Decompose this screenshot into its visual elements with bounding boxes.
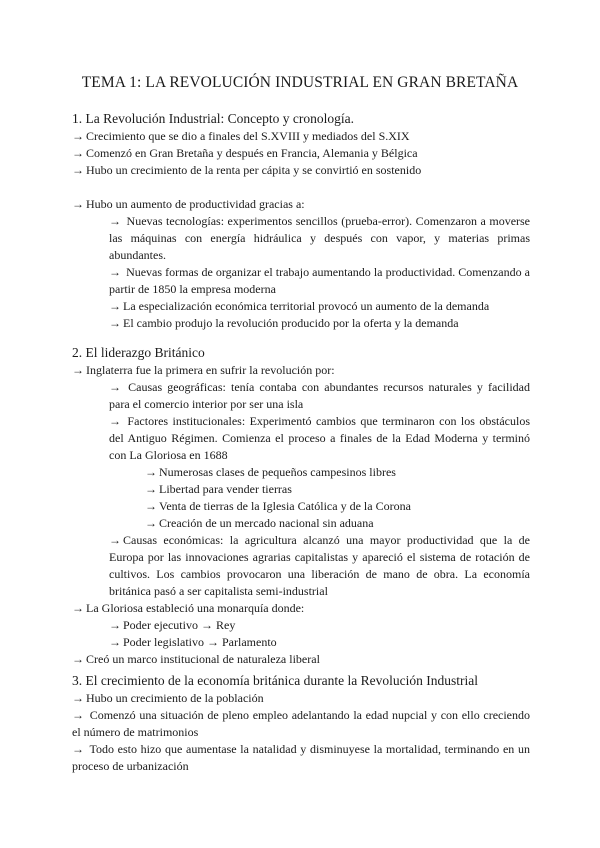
arrow-icon: → bbox=[109, 316, 121, 330]
arrow-icon: → bbox=[145, 516, 157, 530]
arrow-icon: → bbox=[109, 618, 121, 632]
list-item: → Todo esto hizo que aumentase la natalidad y disminuyese la mortalidad, terminando en un proceso de urbanización bbox=[72, 742, 530, 773]
arrow-icon: → bbox=[109, 533, 121, 547]
arrow-icon: → bbox=[72, 742, 84, 756]
list-item: → Hubo un crecimiento de la población bbox=[72, 691, 264, 705]
arrow-icon: → bbox=[109, 265, 121, 279]
document-title: TEMA 1: LA REVOLUCIÓN INDUSTRIAL EN GRAN BRETAÑA bbox=[81, 74, 519, 91]
arrow-icon: → bbox=[72, 708, 84, 722]
arrow-icon: → bbox=[72, 146, 84, 160]
sub-item: → Nuevas tecnologías: experimentos sencillos (prueba-error). Comenzaron a moverse las máquinas con energía hidráulica y después con vapor, y materias primas abundantes. bbox=[109, 214, 531, 262]
arrow-icon: → bbox=[145, 499, 157, 513]
list-item: → Hubo un crecimiento de la renta per cápita y se convirtió en sostenido bbox=[72, 163, 422, 177]
sub-item: → Nuevas formas de organizar el trabajo aumentando la productividad. Comenzando a partir de 1850 la empresa moderna bbox=[109, 265, 530, 296]
arrow-icon: → bbox=[72, 363, 84, 377]
sub-item: → Factores institucionales: Experimentó cambios que terminaron con los obstáculos del Antiguo Régimen. Comienza el proceso a finales de la Edad Moderna y terminó con La Gloriosa en 1688 bbox=[109, 414, 530, 462]
list-item: → Hubo un aumento de productividad gracias a: bbox=[72, 197, 305, 211]
list-item: → Comenzó en Gran Bretaña y después en Francia, Alemania y Bélgica bbox=[72, 146, 418, 160]
list-item: → Creó un marco institucional de naturaleza liberal bbox=[72, 652, 320, 666]
arrow-icon: → bbox=[109, 214, 121, 228]
sub-sub-item: → Creación de un mercado nacional sin aduana bbox=[145, 516, 374, 530]
arrow-icon: → bbox=[72, 129, 84, 143]
arrow-icon: → bbox=[207, 635, 219, 649]
sub-item: → Causas geográficas: tenía contaba con abundantes recursos naturales y facilidad para el comercio interior por ser una isla bbox=[109, 380, 530, 411]
arrow-icon: → bbox=[109, 380, 121, 394]
section-2-heading: 2. El liderazgo Británico bbox=[72, 345, 205, 360]
sub-sub-item: → Numerosas clases de pequeños campesinos libres bbox=[145, 465, 396, 479]
section-1-heading: 1. La Revolución Industrial: Concepto y cronología. bbox=[72, 111, 354, 126]
arrow-icon: → bbox=[145, 465, 157, 479]
sub-item: → Poder ejecutivo → Rey bbox=[109, 618, 236, 632]
list-item: → Crecimiento que se dio a finales del S.XVIII y mediados del S.XIX bbox=[72, 129, 410, 143]
sub-sub-item: → Venta de tierras de la Iglesia Católica y de la Corona bbox=[145, 499, 411, 513]
section-1 bbox=[72, 110, 530, 332]
sub-item: → Poder legislativo → Parlamento bbox=[109, 635, 277, 649]
arrow-icon: → bbox=[72, 197, 84, 211]
arrow-icon: → bbox=[109, 414, 121, 428]
arrow-icon: → bbox=[200, 618, 213, 632]
section-3-heading: 3. El crecimiento de la economía británica durante la Revolución Industrial bbox=[72, 673, 478, 688]
arrow-icon: → bbox=[145, 482, 157, 496]
arrow-icon: → bbox=[109, 299, 121, 313]
arrow-icon: → bbox=[72, 652, 84, 666]
arrow-icon: → bbox=[72, 601, 84, 615]
sub-sub-item: → Libertad para vender tierras bbox=[145, 482, 292, 496]
list-item: → Comenzó una situación de pleno empleo adelantando la edad nupcial y con ello creciendo el número de matrimonios bbox=[72, 708, 531, 739]
sub-item: → Causas económicas: la agricultura alcanzó una mayor productividad que la de Europa por las innovaciones agrarias capitalistas y apareció el sistema de rotación de cultivos. Los cambios provocaron una liberación de mano de obra. La economía británica pasó a ser capitalista semi-industrial bbox=[109, 533, 530, 598]
arrow-icon: → bbox=[109, 635, 121, 649]
sub-item: → El cambio produjo la revolución producido por la oferta y la demanda bbox=[109, 316, 459, 330]
list-item: → Inglaterra fue la primera en sufrir la revolución por: bbox=[72, 363, 335, 377]
sub-item: → La especialización económica territorial provocó un aumento de la demanda bbox=[109, 299, 490, 313]
section-3 bbox=[72, 672, 530, 775]
arrow-icon: → bbox=[72, 691, 84, 705]
arrow-icon: → bbox=[72, 163, 84, 177]
section-2 bbox=[72, 344, 530, 668]
list-item: → La Gloriosa estableció una monarquía donde: bbox=[72, 601, 305, 615]
